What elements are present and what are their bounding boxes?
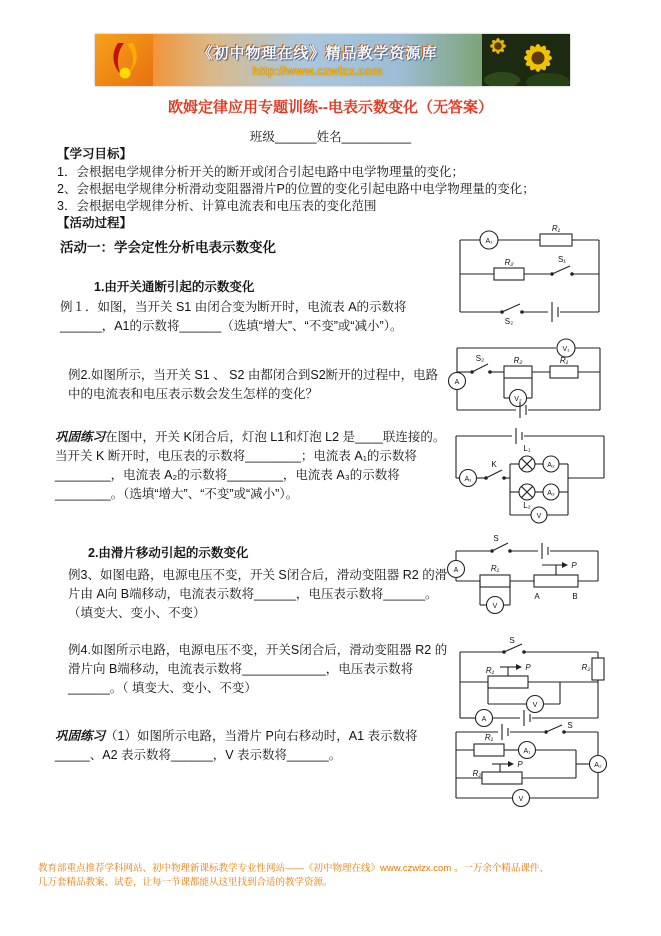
goals-header: 【学习目标】: [57, 147, 133, 161]
switch-s-label: S: [493, 534, 499, 543]
banner-title: 《初中物理在线》精品教学资源库: [197, 45, 438, 62]
resistor-r1-label: R₁: [559, 356, 569, 365]
banner-url: http://www.czwlzx.com: [252, 64, 383, 78]
voltmeter-v-label: V: [536, 513, 542, 520]
subsection2-title: 2.由滑片移动引起的示数变化: [88, 546, 249, 560]
page-title: 欧姆定律应用专题训练--电表示数变化（无答案）: [168, 99, 493, 116]
resistor-r2-label: R₂: [472, 769, 482, 778]
voltmeter-v2-label: V₂: [514, 396, 522, 403]
slider-p-label: P: [571, 561, 577, 570]
footer-line-1: 教育部重点推荐学科网站、初中物理新课标教学专业性网站——《初中物理在线》www.czwlzx.com 。一万余个精品课件、: [38, 863, 549, 874]
ammeter-a1-label: A₁: [523, 748, 531, 755]
practice1-text: 在图中，开关 K闭合后，灯泡 L1和灯泡 L2 是____联连接的。当开关 K 断开时，电压表的示数将________；电流表 A₁的示数将________，电流表 A₂的示数将________，电流表 A₃的示数将________。（选填“增大”、“不变”或“减小”）。: [55, 430, 446, 501]
footer: [38, 862, 630, 890]
circuit-diagram-1: [452, 222, 607, 326]
sunflower-icon: [482, 34, 570, 86]
ammeter-a2-label: A₂: [594, 762, 602, 769]
practice2-text: （1）如图所示电路，当滑片 P向右移动时，A1 表示数将_____、A2 表示数将______，V 表示数将______。: [55, 729, 418, 762]
circuit-diagram-2: [446, 336, 608, 422]
switch-s2-label: S₂: [475, 354, 485, 363]
switch-s2-label: S₂: [504, 317, 514, 326]
slider-p-label: P: [517, 760, 523, 769]
voltmeter-v-label: V: [532, 702, 538, 709]
circuit-diagram-3: [446, 426, 614, 524]
brand-logo: [95, 34, 153, 86]
example1-text: 例１．如图，当开关 S1 由闭合变为断开时，电流表 A的示数将______，A1的示数将______（选填“增大”、“不变”或“减小”）。: [60, 300, 407, 333]
switch-s1-label: S₁: [557, 255, 567, 264]
brand-logo-icon: [101, 37, 147, 83]
sunflower-photo: [482, 34, 570, 86]
practice2-label: 巩固练习: [55, 729, 106, 743]
process-header: 【活动过程】: [57, 216, 133, 230]
switch-s-label: S: [567, 721, 573, 730]
site-banner: [95, 34, 570, 86]
switch-k-label: K: [491, 460, 497, 469]
rheostat-end-a-label: A: [534, 592, 540, 601]
rheostat-end-b-label: B: [572, 592, 578, 601]
ammeter-a-label: A: [453, 567, 459, 574]
class-name-line: 班级______姓名__________: [249, 130, 412, 144]
switch-s-label: S: [509, 636, 515, 645]
practice2-paragraph: [55, 727, 455, 765]
resistor-r1-label: R₁: [485, 666, 495, 675]
voltmeter-v-label: V: [492, 603, 498, 610]
goal-item-3: 3．会根据电学规律分析、计算电流表和电压表的变化范围: [57, 199, 377, 213]
ammeter-a3-label: A₃: [547, 490, 555, 497]
resistor-r1-label: R₁: [551, 224, 561, 233]
footer-line-2: 几万套精品教案、试卷，让每一节课都能从这里找到合适的教学资源。: [38, 877, 333, 888]
ammeter-a-label: A: [454, 379, 460, 386]
voltmeter-v-label: V: [518, 796, 524, 803]
resistor-r1-label: R₁: [484, 733, 494, 742]
resistor-r1-label: R₁: [490, 564, 500, 573]
lamp-l2-label: L₂: [523, 501, 531, 510]
voltmeter-v1-label: V₁: [562, 346, 570, 353]
circuit-diagram-6: [446, 720, 614, 808]
example2-text: 例2.如图所示，当开关 S1 、 S2 由都闭合到S2断开的过程中，电路中的电流表和电压表示数会发生怎样的变化？: [68, 368, 439, 401]
banner-text-area: [153, 34, 482, 86]
ammeter-a2-label: A₂: [547, 462, 555, 469]
practice1-label: 巩固练习: [55, 430, 106, 444]
example4-text: 例4.如图所示电路，电源电压不变，开关S闭合后，滑动变阻器 R2 的滑片向 B端移动，电流表示数将____________，电压表示数将______。（ 填变大、变小、不变）: [68, 643, 448, 695]
slider-p-label: P: [525, 663, 531, 672]
subsection1-title: 1.由开关通断引起的示数变化: [94, 280, 255, 294]
ammeter-a-label: A: [481, 716, 487, 723]
circuit-diagram-4: [446, 533, 608, 625]
lamp-l1-label: L₁: [523, 444, 531, 453]
goal-item-2: 2、会根据电学规律分析滑动变阻器滑片P的位置的变化引起电路中电学物理量的变化；: [57, 182, 535, 196]
example3-text: 例3、如图电路，电源电压不变，开关 S闭合后，滑动变阻器 R2 的滑片由 A向 B端移动，电流表示数将______，电压表示数将______。（填变大、变小、不变）: [68, 568, 448, 620]
circuit-diagram-5: [450, 636, 608, 730]
resistor-r2-label: R₂: [504, 258, 514, 267]
resistor-r2-label: R₂: [513, 356, 523, 365]
activity1-title: 活动一：学会定性分析电表示数变化: [60, 240, 276, 255]
resistor-r2-label: R₂: [581, 663, 591, 672]
ammeter-a1-label: A₁: [485, 238, 493, 245]
practice1-paragraph: [55, 428, 447, 504]
goal-item-1: 1．会根据电学规律分析开关的断开或闭合引起电路中电学物理量的变化；: [57, 165, 464, 179]
ammeter-a1-label: A₁: [464, 476, 472, 483]
